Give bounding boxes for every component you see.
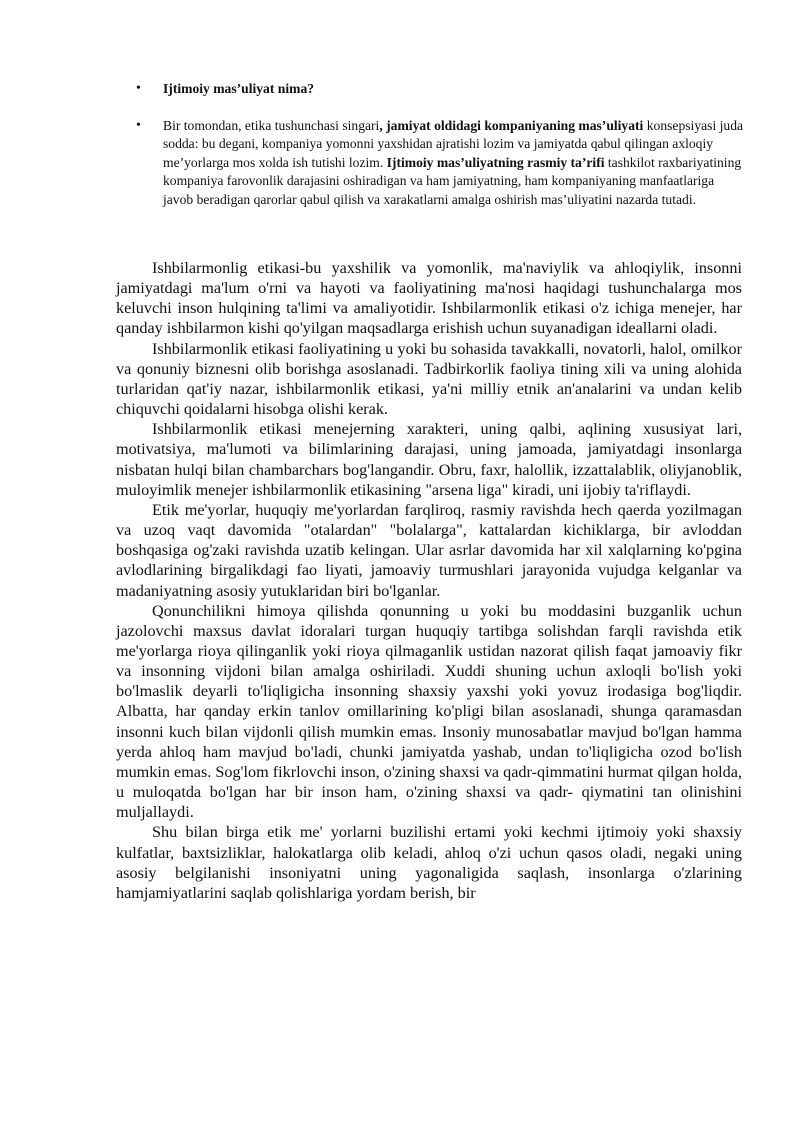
bullet-item (136, 80, 746, 99)
bullet-text (163, 81, 314, 96)
paragraph: Ishbilarmonlig etikasi-bu yaxshilik va yomonlik, ma'naviylik va ahloqiylik, insonni jamiyatdagi ma'lum o'rni va hayoti va faoliyatining ma'nosi haqidagi tushunchalarga mos keluvchi inson hulqining ta'limi va amaliyotidir. Ishbilarmonlik etikasi o'z ichiga menejer, har qanday ishbilarmon kishi qo'yilgan maqsadlarga erishish uchun suyanadigan ideallarni oladi. (116, 259, 742, 338)
bullet-dot-icon: • (136, 117, 141, 133)
bullet-text-run: tashkilot raxbariyatining kompaniya farovonlik darajasini oshiradigan va ham jamiyatning, ham kompaniyaning manfaatlariga javob beradigan qarorlar qabul qilish va xarakatlarni amalga oshirish mas’uliyatini nazarda tutadi. (163, 154, 742, 207)
body-text (116, 258, 742, 903)
paragraph: Ishbilarmonlik etikasi faoliyatining u yoki bu sohasida tavakkalli, novatorli, halol, omilkor va qonuniy biznesni olib borishga asoslanadi. Tadbirkorlik faoliya tining xili va uning alohida turlaridan qat'iy nazar, ishbilarmonlik etikasi, ya'ni milliy etnik an'analarini va undan kelib chiquvchi qoidalarni hisobga olishi kerak. (116, 339, 742, 419)
bullet-heading: Ijtimoiy mas’uliyat nima? (163, 81, 315, 96)
paragraph: Shu bilan birga etik me' yorlarni buzilishi ertami yoki kechmi ijtimoiy yoki shaxsiy kulfatlar, baxtsizliklar, halokatlarga olib keladi, ahloq o'zi uchun qasos oladi, negaki uning asosiy belgilanishi insoniyatni uning yagonaligida saqlash, insonlarga o'zlarining hamjamiyatlarini saqlab qolishlariga yordam berish, bir (116, 823, 742, 902)
paragraph: Qonunchilikni himoya qilishda qonunning u yoki bu moddasini buzganlik uchun jazolovchi maxsus davlat idoralari turgan huquqiy tartibga solishdan farqli ravishda etik me'yorlarga rioya qilinganlik yoki rioya qilmaganlik ustidan nazorat qilish faqat jamoaviy fikr va insonning vijdoni bilan amalga oshiriladi. Xuddi shuning uchun axloqli bo'lish yoki bo'lmaslik deyarli to'liqligicha insonning shaxsiy yaxshi yoki yovuz irodasiga bog'liqdir. Albatta, har qanday erkin tanlov omillarining ko'pligi bilan asoslanadi, shunga qaramasdan insonni kuch bilan vijdonli qilish mumkin emas. Insoniy munosabatlar mavjud bo'lgan hamma yerda ahloq ham mavjud bo'ladi, chunki jamiyatda yashab, undan to'liqligicha ozod bo'lish mumkin emas. Sog'lom fikrlovchi inson, o'zining shaxsi va qadr-qimmatini hurmat qilgan holda, u muloqatda bo'lgan har bir inson ham, o'zining shaxsi va qadr- qiymatini tan olinishini muljallaydi. (116, 601, 742, 822)
bullet-text (163, 118, 743, 207)
bullet-bold-run: Ijtimoiy mas’uliyatning rasmiy ta’rifi (386, 154, 605, 170)
bullet-text-run: konsepsiyasi juda sodda: bu degani, kompaniya yomonni yaxshidan ajratishi lozim va jamiyatda qabul qilingan axloqiy me’yorlarga mos xolda ish tutishi lozim. (163, 117, 744, 170)
bullet-item (136, 117, 746, 210)
bullet-text-run: Bir tomondan, etika tushunchasi singari (163, 117, 380, 133)
bullet-dot-icon: • (136, 81, 141, 96)
bullet-bold-run: , jamiyat oldidagi kompaniyaning mas’uliyati (379, 117, 644, 133)
bullet-list (136, 80, 746, 228)
paragraph: Etik me'yorlar, huquqiy me'yorlardan farqliroq, rasmiy ravishda hech qaerda yozilmagan va uzoq vaqt davomida "otalardan" "bolalarga", kattalardan kichiklarga, bir avloddan boshqasiga og'zaki ravishda uzatib kelingan. Ular asrlar davomida har xil xalqlarning ko'pgina avlodlarining birgalikdagi fao liyati, jamoaviy turmushlari jarayonida vujudga kelganlar va madaniyatning asosiy yutuklaridan biri bo'lganlar. (116, 500, 742, 600)
paragraph: Ishbilarmonlik etikasi menejerning xarakteri, uning qalbi, aqlining xususiyat lari, motivatsiya, ma'lumoti va bilimlarining darajasi, uning jamoada, jamiyatdagi insonlarga nisbatan hulqi bilan chambarchars bog'langandir. Obru, faxr, halollik, izzattalablik, oliyjanoblik, muloyimlik menejer ishbilarmonlik etikasining "arsena liga" kiradi, uni ijobiy ta'riflaydi. (116, 420, 742, 499)
